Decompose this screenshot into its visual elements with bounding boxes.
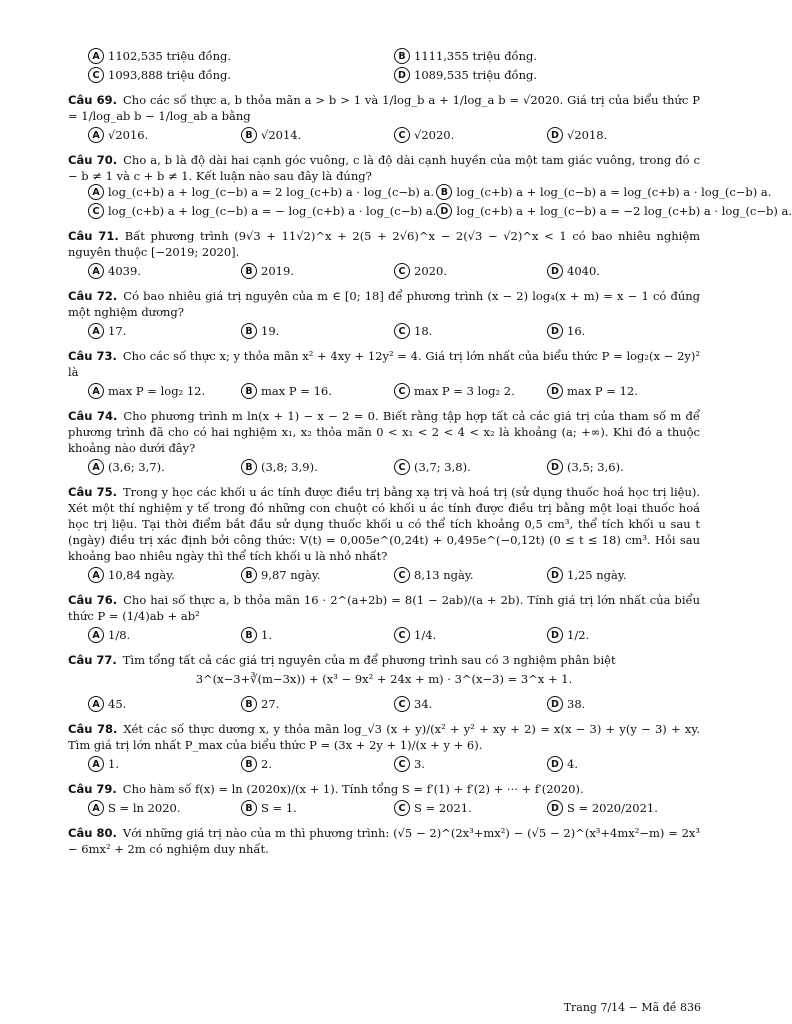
question-text	[68, 228, 700, 260]
answer-options	[88, 696, 700, 712]
option-text: 4.	[567, 757, 578, 771]
option-text: 1/8.	[108, 628, 131, 642]
option-letter-badge: C	[394, 696, 410, 712]
question-76	[68, 592, 700, 643]
answer-option-d[interactable]	[547, 756, 700, 772]
option-letter-badge: A	[88, 48, 104, 64]
question-number: Câu 79.	[68, 782, 117, 796]
option-text: 1,25 ngày.	[567, 568, 627, 582]
answer-options	[88, 383, 700, 399]
option-text: 18.	[414, 324, 433, 338]
question-body: Cho a, b là độ dài hai cạnh góc vuông, c là độ dài cạnh huyền của một tam giác vuông, trong đó c − b ≠ 1 và c + b ≠ 1. Kết luận nào sau đây là đúng?	[68, 153, 700, 183]
option-letter-badge: C	[88, 203, 104, 219]
question-75	[68, 484, 700, 583]
option-text: 1111,355 triệu đồng.	[414, 49, 538, 63]
answer-option-c[interactable]	[394, 323, 547, 339]
question-number: Câu 71.	[68, 229, 119, 243]
answer-option-a[interactable]	[88, 127, 241, 143]
question-body: Cho hai số thực a, b thỏa mãn 16 · 2^(a+2b) = 8(1 − 2ab)/(a + 2b). Tính giá trị lớn nhất của biểu thức P = (1/4)ab + ab²	[68, 593, 700, 623]
answer-option-c[interactable]	[394, 627, 547, 643]
question-70	[68, 152, 792, 219]
answer-option-d[interactable]	[547, 800, 700, 816]
answer-option-a[interactable]	[88, 383, 241, 399]
option-text: log_(c+b) a + log_(c−b) a = 2 log_(c+b) a · log_(c−b) a.	[108, 185, 435, 199]
option-text: max P = log₂ 12.	[108, 384, 206, 398]
question-text	[68, 721, 700, 753]
question-body: Bất phương trình (9√3 + 11√2)^x + 2(5 + 2√6)^x − 2(√3 − √2)^x < 1 có bao nhiêu nghiệm nguyên thuộc [−2019; 2020].	[68, 229, 700, 259]
question-69	[68, 92, 700, 143]
answer-option-a[interactable]	[88, 567, 241, 583]
question-body: Cho phương trình m ln(x + 1) − x − 2 = 0. Biết rằng tập hợp tất cả các giá trị của tham số m để phương trình đã cho có hai nghiệm x₁, x₂ thỏa mãn 0 < x₁ < 2 < 4 < x₂ là khoảng (a; +∞). Khi đó a thuộc khoảng nào dưới đây?	[68, 409, 700, 455]
option-text: 1093,888 triệu đồng.	[108, 68, 232, 82]
answer-option-c[interactable]	[394, 127, 547, 143]
answer-option-c[interactable]	[394, 800, 547, 816]
option-letter-badge: A	[88, 459, 104, 475]
question-body: Xét các số thực dương x, y thỏa mãn log_√3 (x + y)/(x² + y² + xy + 2) = x(x − 3) + y(y − 3) + xy. Tìm giá trị lớn nhất P_max của biểu thức P = (3x + 2y + 1)/(x + y + 6).	[68, 722, 700, 752]
option-text: 2.	[261, 757, 272, 771]
option-text: max P = 12.	[567, 384, 638, 398]
question-number: Câu 69.	[68, 93, 117, 107]
previous-question-options	[88, 48, 700, 83]
option-text: 45.	[108, 697, 127, 711]
question-number: Câu 78.	[68, 722, 118, 736]
option-text: 19.	[261, 324, 280, 338]
question-number: Câu 80.	[68, 826, 117, 840]
option-text: log_(c+b) a + log_(c−b) a = − log_(c+b) a · log_(c−b) a.	[108, 204, 437, 218]
option-text: 1089,535 triệu đồng.	[414, 68, 538, 82]
question-text	[68, 825, 700, 857]
option-letter-badge: B	[241, 567, 257, 583]
option-text: 2019.	[261, 264, 294, 278]
option-text: 1.	[108, 757, 119, 771]
answer-option-b[interactable]	[241, 263, 394, 279]
option-letter-badge: D	[547, 627, 563, 643]
option-text: 3.	[414, 757, 425, 771]
option-letter-badge: D	[547, 323, 563, 339]
option-letter-badge: C	[394, 800, 410, 816]
question-body: Với những giá trị nào của m thì phương trình: (√5 − 2)^(2x³+mx²) − (√5 − 2)^(x³+4mx²−m) = 2x³ − 6mx² + 2m có nghiệm duy nhất.	[68, 826, 700, 856]
answer-option-b[interactable]	[241, 800, 394, 816]
answer-option-d[interactable]	[547, 323, 700, 339]
option-letter-badge: B	[394, 48, 410, 64]
question-formula: 3^(x−3+∛(m−3x)) + (x³ − 9x² + 24x + m) · 3^(x−3) = 3^x + 1.	[195, 672, 573, 686]
answer-options	[88, 567, 700, 583]
answer-options	[88, 627, 700, 643]
option-text: (3,7; 3,8).	[414, 460, 471, 474]
page-footer: Trang 7/14 − Mã đề 836	[563, 1001, 701, 1014]
question-80	[68, 825, 700, 857]
question-body: Cho các số thực a, b thỏa mãn a > b > 1 và 1/log_b a + 1/log_a b = √2020. Giá trị của biểu thức P = 1/log_ab b − 1/log_ab a bằng	[68, 93, 700, 123]
option-letter-badge: B	[241, 800, 257, 816]
answer-options	[88, 127, 700, 143]
answer-option-a[interactable]	[88, 48, 394, 64]
answer-option-d[interactable]	[436, 203, 792, 219]
option-text: 1.	[261, 628, 272, 642]
question-text	[68, 288, 700, 320]
question-number: Câu 76.	[68, 593, 118, 607]
question-number: Câu 77.	[68, 653, 117, 667]
answer-option-d[interactable]	[394, 67, 700, 83]
option-text: 1/2.	[567, 628, 590, 642]
option-text: S = 2020/2021.	[567, 801, 658, 815]
option-letter-badge: B	[241, 323, 257, 339]
option-letter-badge: B	[241, 696, 257, 712]
option-letter-badge: A	[88, 696, 104, 712]
option-letter-badge: D	[547, 567, 563, 583]
option-text: 34.	[414, 697, 433, 711]
option-text: 9,87 ngày.	[261, 568, 321, 582]
option-text: S = 2021.	[414, 801, 472, 815]
option-text: 38.	[567, 697, 586, 711]
question-text	[68, 92, 700, 124]
option-text: S = 1.	[261, 801, 297, 815]
answer-options	[88, 800, 700, 816]
answer-option-b[interactable]	[241, 459, 394, 475]
answer-option-c[interactable]	[88, 67, 394, 83]
question-body: Tìm tổng tất cả các giá trị nguyên của m để phương trình sau có 3 nghiệm phân biệt	[122, 653, 616, 667]
question-body: Cho hàm số f(x) = ln (2020x)/(x + 1). Tính tổng S = f′(1) + f′(2) + ··· + f′(2020).	[122, 782, 584, 796]
option-letter-badge: C	[394, 323, 410, 339]
option-text: (3,6; 3,7).	[108, 460, 165, 474]
question-number: Câu 72.	[68, 289, 118, 303]
question-73	[68, 348, 700, 399]
option-letter-badge: C	[394, 459, 410, 475]
answer-options	[88, 459, 700, 475]
question-text	[68, 408, 700, 456]
answer-options	[88, 323, 700, 339]
answer-option-a[interactable]	[88, 323, 241, 339]
option-letter-badge: D	[394, 67, 410, 83]
answer-option-c[interactable]	[88, 203, 436, 219]
answer-option-b[interactable]	[241, 756, 394, 772]
answer-option-a[interactable]	[88, 184, 436, 200]
option-text: 8,13 ngày.	[414, 568, 474, 582]
option-letter-badge: C	[394, 127, 410, 143]
question-71	[68, 228, 700, 279]
question-text	[68, 652, 700, 668]
answer-option-a[interactable]	[88, 627, 241, 643]
option-letter-badge: A	[88, 627, 104, 643]
answer-option-b[interactable]	[241, 627, 394, 643]
question-body: Trong y học các khối u ác tính được điều trị bằng xạ trị và hoá trị (sử dụng thuốc hoá học trị liệu). Xét một thí nghiệm y tế trong đó những con chuột có khối u ác tính được điều trị bằng một loại thuốc hoá học trị liệu. Tại thời điểm bắt đầu sử dụng thuốc khối u có thể tích khoảng 0,5 cm³, thể tích khối u sau t (ngày) điều trị xác định bởi công thức: V(t) = 0,005e^(0,24t) + 0,495e^(−0,12t) (0 ≤ t ≤ 18) cm³. Hỏi sau khoảng bao nhiêu ngày thì thể tích khối u là nhỏ nhất?	[68, 485, 700, 563]
question-text	[68, 484, 700, 564]
option-letter-badge: D	[547, 696, 563, 712]
option-letter-badge: C	[394, 627, 410, 643]
question-text	[68, 152, 700, 184]
option-letter-badge: D	[547, 756, 563, 772]
answer-option-b[interactable]	[241, 323, 394, 339]
answer-options	[88, 756, 700, 772]
answer-option-d[interactable]	[547, 383, 700, 399]
answer-option-c[interactable]	[394, 696, 547, 712]
option-letter-badge: D	[547, 459, 563, 475]
option-text: √2016.	[108, 128, 149, 142]
option-text: 1102,535 triệu đồng.	[108, 49, 232, 63]
option-letter-badge: A	[88, 323, 104, 339]
answer-option-b[interactable]	[241, 127, 394, 143]
option-letter-badge: C	[394, 567, 410, 583]
option-text: 4040.	[567, 264, 600, 278]
answer-option-a[interactable]	[88, 800, 241, 816]
option-letter-badge: C	[394, 263, 410, 279]
option-letter-badge: A	[88, 567, 104, 583]
answer-option-b[interactable]	[241, 383, 394, 399]
answer-option-b[interactable]	[394, 48, 700, 64]
answer-option-b[interactable]	[241, 567, 394, 583]
option-letter-badge: B	[241, 383, 257, 399]
answer-options	[88, 184, 792, 219]
option-letter-badge: D	[436, 203, 452, 219]
option-text: max P = 16.	[261, 384, 332, 398]
option-text: 10,84 ngày.	[108, 568, 175, 582]
answer-option-d[interactable]	[547, 263, 700, 279]
question-text	[68, 348, 700, 380]
answer-option-a[interactable]	[88, 756, 241, 772]
option-text: max P = 3 log₂ 2.	[414, 384, 515, 398]
answer-option-d[interactable]	[547, 459, 700, 475]
option-letter-badge: A	[88, 800, 104, 816]
option-letter-badge: A	[88, 383, 104, 399]
answer-options	[88, 263, 700, 279]
question-79	[68, 781, 700, 816]
option-letter-badge: C	[88, 67, 104, 83]
question-list	[68, 92, 792, 857]
exam-page	[68, 48, 792, 857]
answer-option-b[interactable]	[241, 696, 394, 712]
question-text	[68, 592, 700, 624]
option-letter-badge: A	[88, 184, 104, 200]
option-text: 2020.	[414, 264, 447, 278]
question-number: Câu 75.	[68, 485, 117, 499]
option-text: √2014.	[261, 128, 302, 142]
answer-option-c[interactable]	[394, 263, 547, 279]
option-letter-badge: C	[394, 383, 410, 399]
option-letter-badge: D	[547, 127, 563, 143]
option-letter-badge: B	[241, 127, 257, 143]
question-78	[68, 721, 700, 772]
option-text: 16.	[567, 324, 586, 338]
option-text: log_(c+b) a + log_(c−b) a = log_(c+b) a · log_(c−b) a.	[456, 185, 772, 199]
question-72	[68, 288, 700, 339]
answer-option-a[interactable]	[88, 459, 241, 475]
answer-option-d[interactable]	[547, 696, 700, 712]
answer-option-a[interactable]	[88, 263, 241, 279]
option-text: S = ln 2020.	[108, 801, 181, 815]
option-text: (3,5; 3,6).	[567, 460, 624, 474]
option-letter-badge: D	[547, 263, 563, 279]
question-text	[68, 781, 700, 797]
answer-option-b[interactable]	[436, 184, 792, 200]
answer-option-c[interactable]	[394, 756, 547, 772]
option-text: 17.	[108, 324, 127, 338]
question-body: Có bao nhiêu giá trị nguyên của m ∈ [0; 18] để phương trình (x − 2) log₄(x + m) = x − 1 có đúng một nghiệm dương?	[68, 289, 700, 319]
option-letter-badge: A	[88, 263, 104, 279]
option-letter-badge: B	[436, 184, 452, 200]
question-body: Cho các số thực x; y thỏa mãn x² + 4xy + 12y² = 4. Giá trị lớn nhất của biểu thức P = log₂(x − 2y)² là	[68, 349, 701, 379]
option-text: 27.	[261, 697, 280, 711]
option-letter-badge: D	[547, 383, 563, 399]
question-74	[68, 408, 700, 475]
question-number: Câu 73.	[68, 349, 117, 363]
option-letter-badge: B	[241, 756, 257, 772]
answer-option-c[interactable]	[394, 567, 547, 583]
answer-option-d[interactable]	[547, 127, 700, 143]
option-letter-badge: C	[394, 756, 410, 772]
option-text: log_(c+b) a + log_(c−b) a = −2 log_(c+b) a · log_(c−b) a.	[456, 204, 792, 218]
answer-option-c[interactable]	[394, 459, 547, 475]
option-letter-badge: B	[241, 459, 257, 475]
answer-option-d[interactable]	[547, 567, 700, 583]
question-77	[68, 652, 700, 712]
option-text: √2020.	[414, 128, 455, 142]
option-text: (3,8; 3,9).	[261, 460, 318, 474]
option-letter-badge: B	[241, 627, 257, 643]
option-text: 4039.	[108, 264, 141, 278]
option-letter-badge: D	[547, 800, 563, 816]
option-text: √2018.	[567, 128, 608, 142]
question-number: Câu 70.	[68, 153, 118, 167]
option-text: 1/4.	[414, 628, 437, 642]
answer-option-a[interactable]	[88, 696, 241, 712]
answer-option-d[interactable]	[547, 627, 700, 643]
question-number: Câu 74.	[68, 409, 118, 423]
answer-option-c[interactable]	[394, 383, 547, 399]
option-letter-badge: A	[88, 127, 104, 143]
option-letter-badge: B	[241, 263, 257, 279]
option-letter-badge: A	[88, 756, 104, 772]
